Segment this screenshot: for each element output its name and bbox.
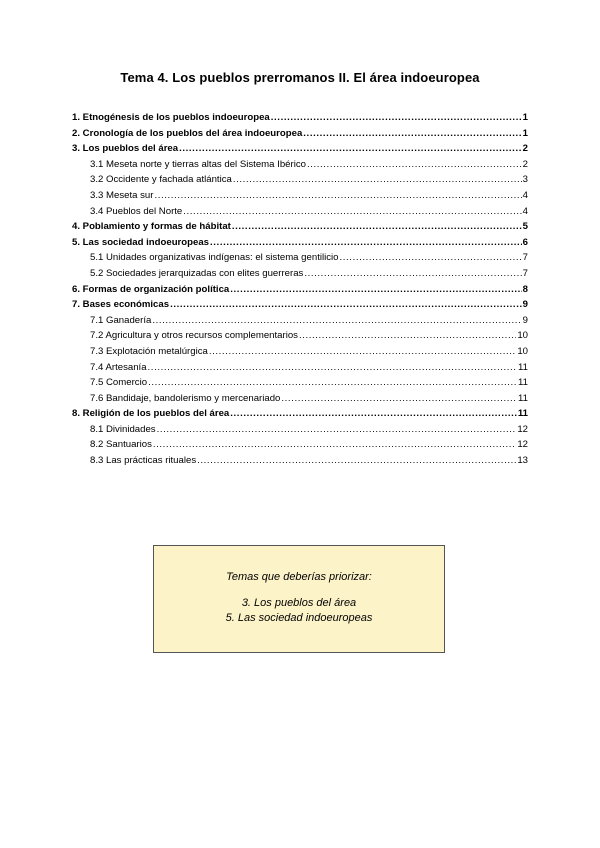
toc-entry-sub[interactable] (72, 391, 528, 407)
toc-entry-label: 7.1 Ganadería (90, 314, 152, 326)
toc-leader-dots (232, 219, 522, 235)
toc-leader-dots (340, 250, 522, 266)
toc-entry-main[interactable] (72, 219, 528, 235)
toc-entry-page-number: 1 (522, 127, 528, 139)
toc-leader-dots (230, 282, 521, 298)
toc-leader-dots (148, 375, 517, 391)
toc-leader-dots (153, 437, 516, 453)
toc-entry-page-number: 7 (522, 252, 528, 264)
toc-entry-sub[interactable] (72, 172, 528, 188)
note-topics (154, 596, 444, 626)
toc-entry-label: 8. Religión de los pueblos del área (72, 408, 230, 420)
toc-entry-page-number: 8 (522, 283, 528, 295)
toc-entry-label: 5.1 Unidades organizativas indígenas: el sistema gentilicio (90, 252, 339, 264)
toc-entry-page-number: 9 (522, 314, 528, 326)
toc-entry-label: 8.3 Las prácticas rituales (90, 455, 197, 467)
toc-entry-page-number: 5 (522, 221, 528, 233)
priority-note-box (153, 545, 445, 653)
toc-entry-page-number: 12 (517, 439, 528, 451)
toc-entry-main[interactable] (72, 126, 528, 142)
toc-entry-sub[interactable] (72, 188, 528, 204)
toc-leader-dots (154, 188, 521, 204)
toc-entry-sub[interactable] (72, 375, 528, 391)
toc-entry-label: 1. Etnogénesis de los pueblos indoeuropea (72, 112, 270, 123)
toc-entry-label: 7.5 Comercio (90, 377, 148, 389)
toc-entry-label: 6. Formas de organización política (72, 283, 230, 295)
toc-entry-main[interactable] (72, 141, 528, 157)
toc-entry-label: 7.4 Artesanía (90, 361, 147, 373)
toc-entry-page-number: 2 (522, 158, 528, 170)
toc-leader-dots (183, 204, 521, 220)
toc-entry-label: 2. Cronología de los pueblos del área indoeuropea (72, 127, 303, 139)
toc-entry-sub[interactable] (72, 204, 528, 220)
toc-entry-main[interactable] (72, 110, 528, 126)
toc-entry-sub[interactable] (72, 437, 528, 453)
toc-entry-page-number: 11 (518, 377, 528, 389)
toc-entry-page-number: 2 (522, 143, 528, 155)
toc-entry-label: 3. Los pueblos del área (72, 143, 179, 155)
toc-entry-page-number: 3 (522, 174, 528, 186)
page-title: Tema 4. Los pueblos prerromanos II. El área indoeuropea (120, 70, 480, 85)
toc-entry-main[interactable] (72, 297, 528, 313)
toc-entry-main[interactable] (72, 282, 528, 298)
toc-leader-dots (152, 313, 521, 329)
toc-leader-dots (303, 126, 521, 142)
toc-entry-page-number: 13 (517, 455, 528, 467)
toc-entry-label: 7. Bases económicas (72, 299, 170, 311)
toc-entry-sub[interactable] (72, 360, 528, 376)
toc-entry-page-number: 10 (517, 330, 528, 342)
toc-entry-label: 8.1 Divinidades (90, 423, 156, 435)
toc-leader-dots (148, 360, 517, 376)
toc-entry-label: 3.2 Occidente y fachada atlántica (90, 174, 232, 186)
toc-entry-sub[interactable] (72, 344, 528, 360)
toc-leader-dots (233, 172, 522, 188)
toc-entry-page-number: 1 (522, 112, 528, 123)
note-topic: 5. Las sociedad indoeuropeas (225, 612, 373, 624)
toc-leader-dots (304, 266, 521, 282)
toc-entry-main[interactable] (72, 235, 528, 251)
toc-leader-dots (157, 422, 517, 438)
toc-leader-dots (271, 110, 522, 126)
toc-entry-sub[interactable] (72, 453, 528, 469)
note-topic: 3. Los pueblos del área (241, 597, 357, 609)
toc-entry-page-number: 11 (517, 408, 528, 420)
toc-entry-label: 5. Las sociedad indoeuropeas (72, 236, 210, 248)
toc-entry-sub[interactable] (72, 266, 528, 282)
toc-entry-sub[interactable] (72, 157, 528, 173)
table-of-contents (72, 110, 528, 469)
toc-entry-page-number: 11 (518, 392, 528, 404)
toc-leader-dots (307, 157, 522, 173)
toc-entry-page-number: 12 (517, 423, 528, 435)
toc-leader-dots (170, 297, 522, 313)
toc-entry-label: 7.6 Bandidaje, bandolerismo y mercenariado (90, 392, 281, 404)
toc-entry-label: 5.2 Sociedades jerarquizadas con elites guerreras (90, 267, 304, 279)
toc-leader-dots (299, 328, 516, 344)
toc-entry-sub[interactable] (72, 313, 528, 329)
toc-entry-sub[interactable] (72, 250, 528, 266)
toc-entry-label: 4. Poblamiento y formas de hábitat (72, 221, 231, 233)
toc-entry-sub[interactable] (72, 328, 528, 344)
toc-entry-label: 7.3 Explotación metalúrgica (90, 345, 208, 357)
toc-entry-page-number: 10 (517, 345, 528, 357)
note-intro: Temas que deberías priorizar: (226, 571, 372, 583)
toc-entry-label: 7.2 Agricultura y otros recursos complementarios (90, 330, 298, 342)
toc-entry-label: 3.1 Meseta norte y tierras altas del Sistema Ibérico (90, 158, 306, 170)
toc-entry-page-number: 4 (522, 205, 528, 217)
toc-leader-dots (179, 141, 522, 157)
toc-leader-dots (210, 235, 522, 251)
toc-entry-label: 3.3 Meseta sur (90, 189, 154, 201)
toc-entry-label: 8.2 Santuarios (90, 439, 152, 451)
toc-entry-page-number: 9 (522, 299, 528, 311)
toc-entry-page-number: 11 (518, 361, 528, 373)
toc-entry-page-number: 7 (522, 267, 528, 279)
toc-leader-dots (281, 391, 517, 407)
toc-leader-dots (209, 344, 516, 360)
toc-entry-label: 3.4 Pueblos del Norte (90, 205, 183, 217)
toc-entry-main[interactable] (72, 406, 528, 422)
toc-entry-sub[interactable] (72, 422, 528, 438)
toc-entry-page-number: 6 (522, 236, 528, 248)
toc-leader-dots (197, 453, 516, 469)
toc-leader-dots (230, 406, 517, 422)
toc-entry-page-number: 4 (522, 189, 528, 201)
